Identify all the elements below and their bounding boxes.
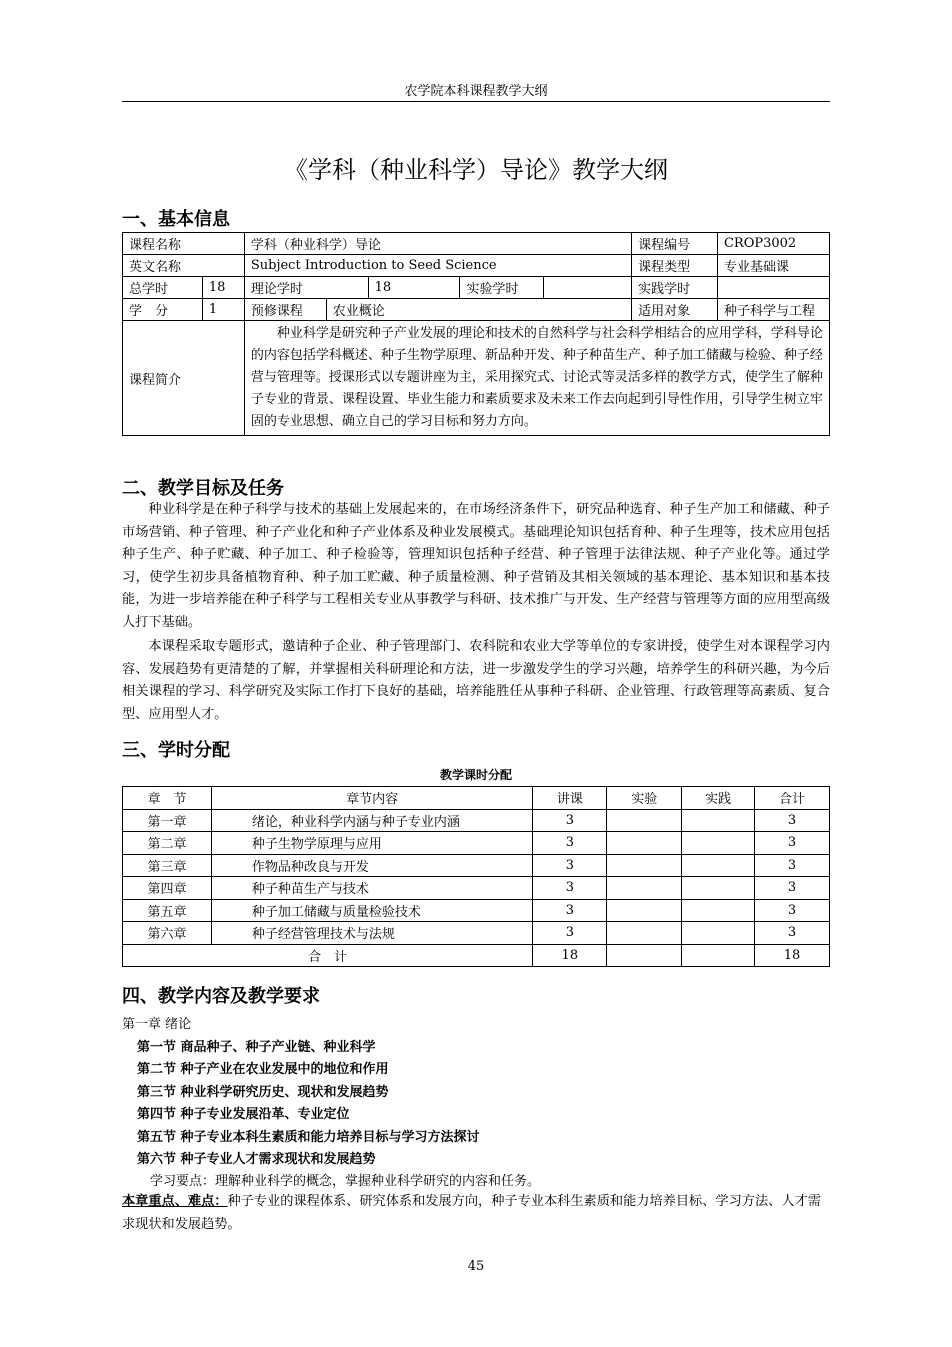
- table-row: [123, 899, 830, 922]
- key-points-label: 本章重点、难点：: [122, 1194, 228, 1209]
- key-points-text: 种子专业的课程体系、研究体系和发展方向，种子专业本科生素质和能力培养目标、学习方法、人才需求现状和发展趋势。: [122, 1194, 821, 1232]
- list-item: 第一节 商品种子、种子产业链、种业科学: [137, 1040, 376, 1055]
- hours-table: [122, 786, 830, 967]
- table-row: [123, 277, 830, 299]
- table-row: [123, 922, 830, 945]
- table-row: [123, 299, 830, 321]
- running-header: 农学院本科课程教学大纲: [404, 84, 548, 99]
- cell-content: 种子加工储藏与质量检验技术: [211, 899, 532, 922]
- section-heading-content: 四、教学内容及教学要求: [122, 986, 320, 1007]
- cell-content: 种子种苗生产与技术: [211, 877, 532, 900]
- cell-lab: [607, 922, 682, 945]
- cell-total: 3: [755, 809, 830, 832]
- value-course-name: 学科（种业科学）导论: [244, 233, 631, 255]
- label-audience: 适用对象: [632, 299, 718, 321]
- cell-practice: [682, 944, 755, 967]
- table-row: [123, 809, 830, 832]
- cell-chapter: 第六章: [123, 922, 212, 945]
- cell-lab: [607, 854, 682, 877]
- section-heading-hours: 三、学时分配: [122, 740, 230, 761]
- column-header: 实验: [607, 787, 682, 810]
- cell-total: 3: [755, 899, 830, 922]
- value-course-type: 专业基础课: [717, 255, 829, 277]
- cell-practice: [682, 899, 755, 922]
- cell-total: 18: [755, 944, 830, 967]
- cell-total: 3: [755, 832, 830, 855]
- cell-practice: [682, 922, 755, 945]
- column-header: 讲课: [533, 787, 607, 810]
- list-item: 第五节 种子专业本科生素质和能力培养目标与学习方法探讨: [137, 1130, 480, 1145]
- value-practice-hours: [717, 277, 829, 299]
- cell-content: 种子生物学原理与应用: [211, 832, 532, 855]
- key-points: [122, 1191, 830, 1236]
- cell-lecture: 3: [533, 922, 607, 945]
- table-row: [123, 832, 830, 855]
- header-rule: [122, 101, 830, 102]
- table-row: [123, 255, 830, 277]
- table-row: [123, 854, 830, 877]
- value-prereq: 农业概论: [326, 299, 631, 321]
- cell-practice: [682, 832, 755, 855]
- chapter-title: 第一章 绪论: [122, 1017, 192, 1032]
- label-lab-hours: 实验学时: [460, 277, 544, 299]
- cell-lecture: 3: [533, 809, 607, 832]
- cell-practice: [682, 877, 755, 900]
- cell-lab: [607, 832, 682, 855]
- label-course-name: 课程名称: [123, 233, 245, 255]
- value-course-code: CROP3002: [717, 233, 829, 255]
- list-item: 第二节 种子产业在农业发展中的地位和作用: [137, 1062, 389, 1077]
- label-course-intro: 课程简介: [123, 321, 245, 436]
- label-prereq: 预修课程: [244, 299, 326, 321]
- cell-lab: [607, 899, 682, 922]
- cell-chapter: 第一章: [123, 809, 212, 832]
- cell-lecture: 3: [533, 899, 607, 922]
- page-number: 45: [467, 1259, 485, 1274]
- label-credits: 学 分: [123, 299, 203, 321]
- table-header-row: [123, 787, 830, 810]
- column-header: 合计: [755, 787, 830, 810]
- table-row: [123, 321, 830, 436]
- cell-total: 3: [755, 854, 830, 877]
- cell-chapter: 第三章: [123, 854, 212, 877]
- value-theory-hours: 18: [368, 277, 460, 299]
- value-english-name: Subject Introduction to Seed Science: [244, 255, 631, 277]
- label-total-hours: 总学时: [123, 277, 203, 299]
- cell-practice: [682, 809, 755, 832]
- basic-info-table: [122, 232, 830, 436]
- cell-content: 种子经营管理技术与法规: [211, 922, 532, 945]
- cell-chapter: 第二章: [123, 832, 212, 855]
- cell-lab: [607, 877, 682, 900]
- cell-lecture: 3: [533, 877, 607, 900]
- cell-summary-label: 合 计: [123, 944, 533, 967]
- value-credits: 1: [202, 299, 244, 321]
- table-row: [123, 877, 830, 900]
- objectives-paragraph-2: 本课程采取专题形式，邀请种子企业、种子管理部门、农科院和农业大学等单位的专家讲授，使学生对本课程学习内容、发展趋势有更清楚的了解，并掌握相关科研理论和方法，进一步激发学生的学习兴趣，培养学生的科研兴趣，为今后相关课程的学习、科学研究及实际工作打下良好的基础，培养能胜任从事种子科研、企业管理、行政管理等高素质、复合型、应用型人才。: [122, 639, 830, 722]
- column-header: 实践: [682, 787, 755, 810]
- column-header: 章节内容: [211, 787, 532, 810]
- cell-chapter: 第四章: [123, 877, 212, 900]
- cell-chapter: 第五章: [123, 899, 212, 922]
- cell-practice: [682, 854, 755, 877]
- cell-lab: [607, 809, 682, 832]
- section-heading-basic-info: 一、基本信息: [122, 209, 230, 230]
- list-item: 第三节 种业科学研究历史、现状和发展趋势: [137, 1085, 389, 1100]
- document-title: 《学科（种业科学）导论》教学大纲: [284, 156, 668, 184]
- value-course-intro: 种业科学是研究种子产业发展的理论和技术的自然科学与社会科学相结合的应用学科，学科导论的内容包括学科概述、种子生物学原理、新品种开发、种子种苗生产、种子加工储藏与检验、种子经营与管理等。授课形式以专题讲座为主，采用探究式、讨论式等灵活多样的教学方式，使学生了解种子专业的背景、课程设置、毕业生能力和素质要求及未来工作去向起到引导性作用，引导学生树立牢固的专业思想、确立自己的学习目标和努力方向。: [244, 321, 829, 436]
- table-summary-row: [123, 944, 830, 967]
- column-header: 章 节: [123, 787, 212, 810]
- cell-lecture: 18: [533, 944, 607, 967]
- label-english-name: 英文名称: [123, 255, 245, 277]
- cell-lecture: 3: [533, 854, 607, 877]
- list-item: 第六节 种子专业人才需求现状和发展趋势: [137, 1152, 376, 1167]
- label-theory-hours: 理论学时: [244, 277, 368, 299]
- value-audience: 种子科学与工程: [717, 299, 829, 321]
- hours-table-caption: 教学课时分配: [439, 768, 512, 782]
- label-course-code: 课程编号: [632, 233, 718, 255]
- objectives-paragraph-1: 种业科学是在种子科学与技术的基础上发展起来的，在市场经济条件下，研究品种选育、种子生产加工和储藏、种子市场营销、种子管理、种子产业化和种子产业体系及种业发展模式。基础理论知识包括育种、种子生理等，技术应用包括种子生产、种子贮藏、种子加工、种子检验等，管理知识包括种子经营、种子管理于法律法规、种子产业化等。通过学习，使学生初步具备植物育种、种子加工贮藏、种子质量检测、种子营销及其相关领域的基本理论、基本知识和基本技能，为进一步培养能在种子科学与工程相关专业从事教学与科研、技术推广与开发、生产经营与管理等方面的应用型高级人打下基础。: [122, 502, 830, 630]
- label-course-type: 课程类型: [632, 255, 718, 277]
- value-total-hours: 18: [202, 277, 244, 299]
- cell-lab: [607, 944, 682, 967]
- list-item: 第四节 种子专业发展沿革、专业定位: [137, 1107, 350, 1122]
- cell-content: 作物品种改良与开发: [211, 854, 532, 877]
- cell-content: 绪论，种业科学内涵与种子专业内涵: [211, 809, 532, 832]
- cell-lecture: 3: [533, 832, 607, 855]
- table-row: [123, 233, 830, 255]
- cell-total: 3: [755, 877, 830, 900]
- study-points: 学习要点：理解种业科学的概念，掌握种业科学研究的内容和任务。: [150, 1174, 541, 1189]
- value-lab-hours: [544, 277, 632, 299]
- label-practice-hours: 实践学时: [632, 277, 718, 299]
- section-heading-objectives: 二、教学目标及任务: [122, 478, 284, 499]
- cell-total: 3: [755, 922, 830, 945]
